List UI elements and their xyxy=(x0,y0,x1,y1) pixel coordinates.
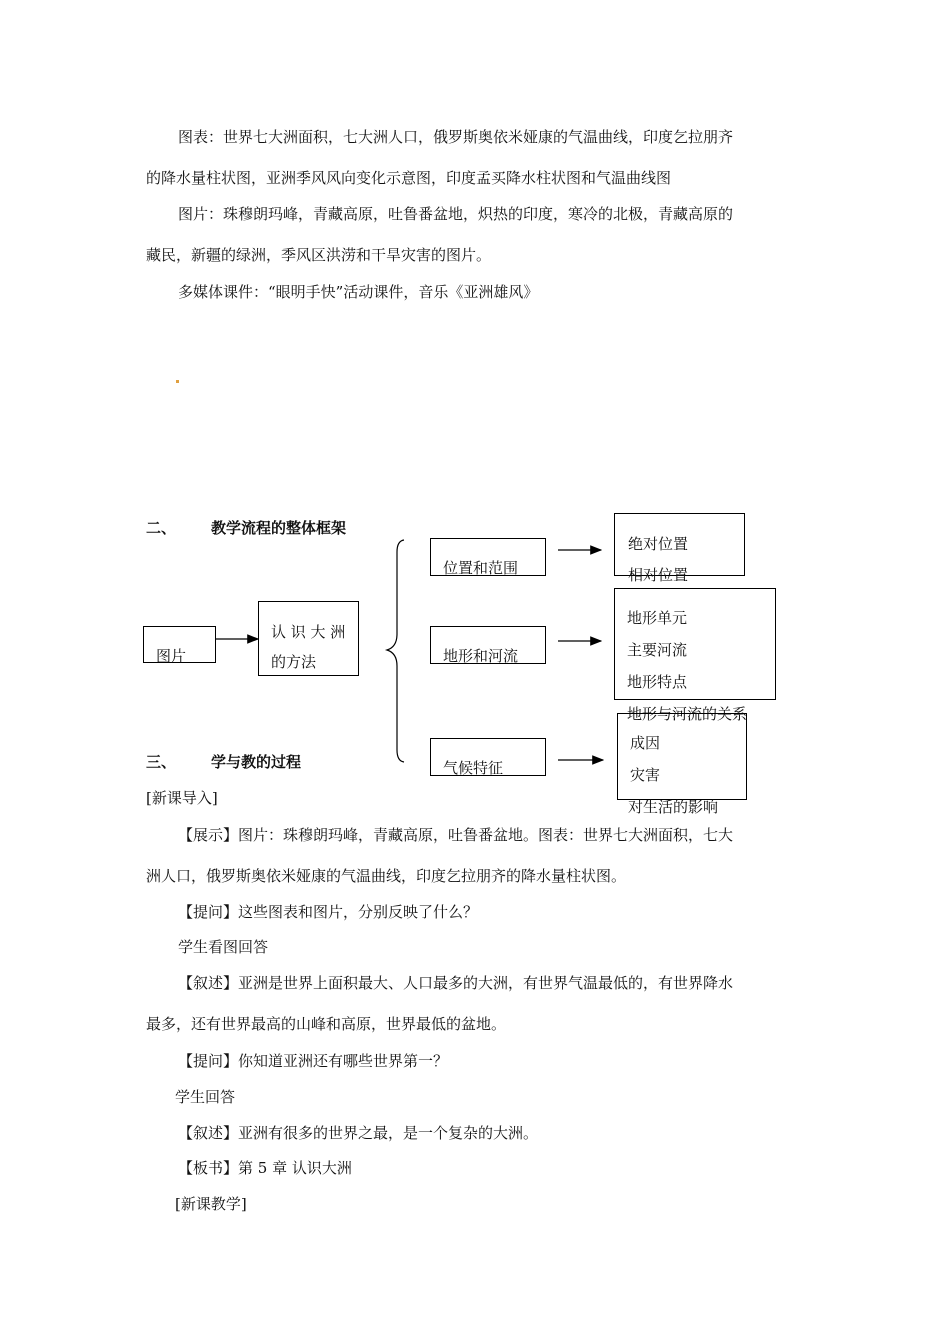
climate-item: 灾害 xyxy=(630,766,661,784)
section2-number: 二、 xyxy=(146,519,177,537)
terrain-item: 地形特点 xyxy=(627,673,688,691)
terrain-item: 地形与河流的关系 xyxy=(627,705,748,723)
answer-2: 学生回答 xyxy=(175,1088,236,1106)
narrate-1-line-1: 【叙述】亚洲是世界上面积最大、人口最多的大洲，有世界气温最低的，有世界降水 xyxy=(178,974,734,992)
show-line-1: 【展示】图片：珠穆朗玛峰，青藏高原，吐鲁番盆地。图表：世界七大洲面积，七大 xyxy=(178,826,734,844)
climate-details-box xyxy=(617,713,747,800)
method-label-line2: 的方法 xyxy=(271,653,317,671)
board-text: 【板书】第 5 章 认识大洲 xyxy=(178,1159,352,1177)
multimedia-line: 多媒体课件：“眼明手快”活动课件，音乐《亚洲雄风》 xyxy=(178,283,539,301)
location-item: 相对位置 xyxy=(628,566,689,584)
pictures-label: 图片 xyxy=(156,647,187,665)
section3-number: 三、 xyxy=(146,753,177,771)
show-line-2: 洲人口，俄罗斯奥依米娅康的气温曲线，印度乞拉朋齐的降水量柱状图。 xyxy=(146,867,627,885)
section3-title: 学与教的过程 xyxy=(211,753,302,771)
narrate-1-line-2: 最多，还有世界最高的山峰和高原，世界最低的盆地。 xyxy=(146,1015,507,1033)
pictures-line-2: 藏民，新疆的绿洲，季风区洪涝和干旱灾害的图片。 xyxy=(146,246,492,264)
location-item: 绝对位置 xyxy=(628,535,689,553)
question-2: 【提问】你知道亚洲还有哪些世界第一？ xyxy=(178,1052,449,1070)
terrain-label: 地形和河流 xyxy=(443,647,519,665)
intro-heading: [新课导入] xyxy=(146,789,218,807)
method-label-line1: 认 识 大 洲 xyxy=(271,623,346,641)
location-label: 位置和范围 xyxy=(443,559,519,577)
terrain-item: 地形单元 xyxy=(627,609,688,627)
terrain-item: 主要河流 xyxy=(627,641,688,659)
climate-label: 气候特征 xyxy=(443,759,504,777)
climate-item: 对生活的影响 xyxy=(628,798,719,816)
narrate-2: 【叙述】亚洲有很多的世界之最，是一个复杂的大洲。 xyxy=(178,1124,539,1142)
section2-title: 教学流程的整体框架 xyxy=(211,519,347,537)
teaching-heading: [新课教学] xyxy=(175,1195,247,1213)
answer-1: 学生看图回答 xyxy=(178,938,269,956)
charts-line-1: 图表：世界七大洲面积，七大洲人口，俄罗斯奥依米娅康的气温曲线，印度乞拉朋齐 xyxy=(178,128,734,146)
pictures-line-1: 图片：珠穆朗玛峰，青藏高原，吐鲁番盆地，炽热的印度，寒冷的北极，青藏高原的 xyxy=(178,205,734,223)
question-1: 【提问】这些图表和图片，分别反映了什么？ xyxy=(178,903,479,921)
climate-item: 成因 xyxy=(630,734,661,752)
brace xyxy=(387,540,404,762)
charts-line-2: 的降水量柱状图，亚洲季风风向变化示意图，印度孟买降水柱状图和气温曲线图 xyxy=(146,169,672,187)
